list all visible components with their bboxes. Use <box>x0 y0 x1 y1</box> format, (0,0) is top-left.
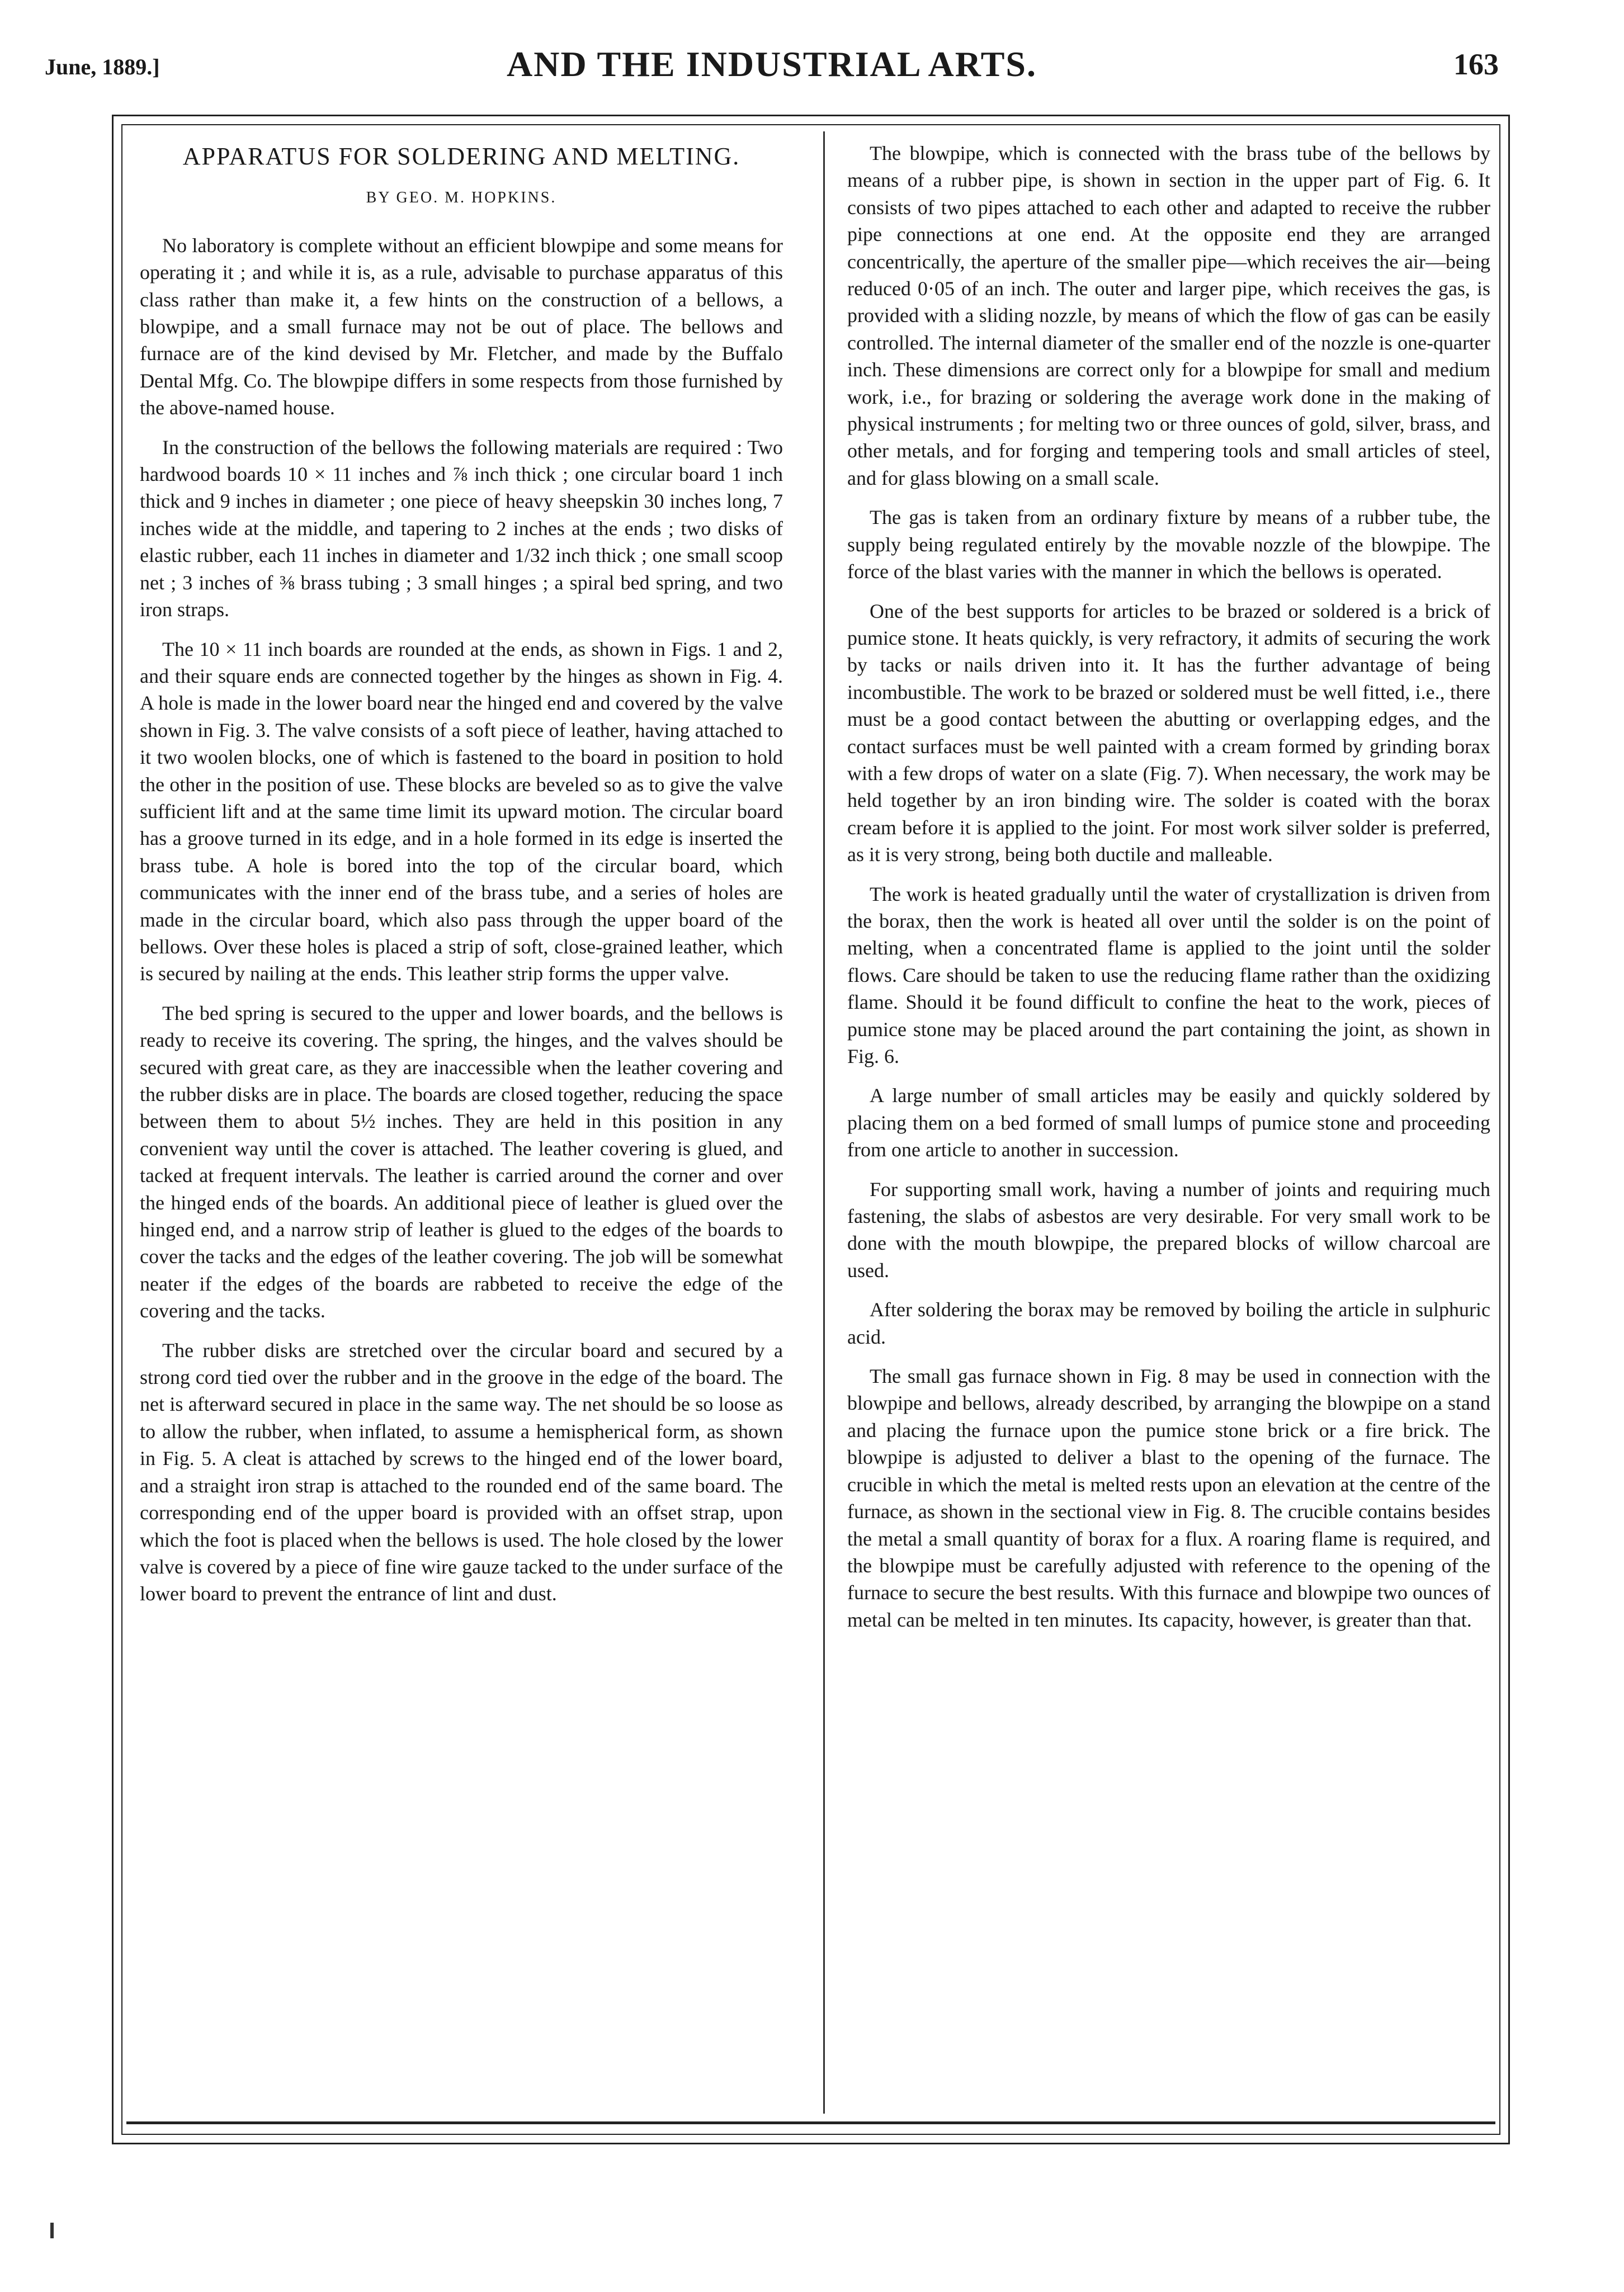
paragraph: The small gas furnace shown in Fig. 8 may be used in connection with the blowpipe and bellows, already described, by arranging the blowpipe on a stand and placing the furnace upon the pumice stone brick or a fire brick. The blowpipe is adjusted to deliver a blast to the opening of the furnace. The crucible in which the metal is melted rests upon an elevation at the centre of the furnace, as shown in the sectional view in Fig. 8. The crucible contains besides the metal a small quantity of borax for a flux. A roaring flame is required, and the blowpipe must be carefully adjusted with reference to the opening of the furnace to secure the best results. With this furnace and blowpipe two ounces of metal can be melted in ten minutes. Its capacity, however, is greater than that. <box>847 1365 1490 1631</box>
running-title: AND THE INDUSTRIAL ARTS. <box>507 44 1037 84</box>
paragraph: A large number of small articles may be easily and quickly soldered by placing them on a bed formed of small lumps of pumice stone and proceeding from one article to another in succession. <box>847 1084 1490 1161</box>
page-number: 163 <box>1453 48 1499 81</box>
right-column <box>847 140 1490 2114</box>
paragraph: In the construction of the bellows the following materials are required : Two hardwood boards 10 × 11 inches and ⅞ inch thick ; one circular board 1 inch thick and 9 inches in diameter ; one piece of heavy sheepskin 30 inches long, 7 inches wide at the middle, and tapering to 2 inches at the ends ; two disks of elastic rubber, each 11 inches in diameter and 1/32 inch thick ; one small scoop net ; 3 inches of ⅜ brass tubing ; 3 small hinges ; a spiral bed spring, and two iron straps. <box>140 436 783 621</box>
margin-mark <box>50 2223 54 2238</box>
paragraph: After soldering the borax may be removed by boiling the article in sulphuric acid. <box>847 1298 1490 1348</box>
page-header <box>45 44 1499 105</box>
paragraph: The gas is taken from an ordinary fixture by means of a rubber tube, the supply being regulated entirely by the movable nozzle of the blowpipe. The force of the blast varies with the manner in which the bellows is operated. <box>847 506 1490 583</box>
article-byline: BY GEO. M. HOPKINS. <box>366 189 557 207</box>
paragraph: The bed spring is secured to the upper and lower boards, and the bellows is ready to receive its covering. The spring, the hinges, and the valves should be secured with great care, as they are inaccessible when the leather covering and the rubber disks are in place. The boards are closed together, reducing the space between them to about 5½ inches. They are held in this position in any convenient way until the cover is attached. The leather covering is glued, and tacked at frequent intervals. The leather is carried around the corner and over the hinged ends of the boards. An additional piece of leather is glued over the hinged end, and a narrow strip of leather is glued to the edges of the boards to cover the tacks and the edges of the leather covering. The job will be somewhat neater if the edges of the boards are rabbeted to receive the edge of the covering and the tacks. <box>140 1001 783 1322</box>
paragraph: The rubber disks are stretched over the circular board and secured by a strong cord tied over the rubber and in the groove in the edge of the board. The net is afterward secured in place in the same way. The net should be so loose as to allow the rubber, when inflated, to assume a hemispherical form, as shown in Fig. 5. A cleat is attached by screws to the hinged end of the lower board, and a straight iron strap is attached to the rounded end of the same board. The corresponding end of the upper board is provided with an offset strap, upon which the foot is placed when the bellows is used. The hole closed by the lower valve is covered by a piece of fine wire gauze tacked to the under surface of the lower board to prevent the entrance of lint and dust. <box>140 1339 783 1605</box>
paragraph: The blowpipe, which is connected with the brass tube of the bellows by means of a rubber pipe, is shown in section in the upper part of Fig. 6. It consists of two pipes attached to each other and adapted to receive the rubber pipe connections at one end. At the opposite end they are arranged concentrically, the aperture of the smaller pipe—which receives the air—being reduced 0·05 of an inch. The outer and larger pipe, which receives the gas, is provided with a sliding nozzle, by means of which the flow of gas can be easily controlled. The internal diameter of the smaller end of the nozzle is one-quarter inch. These dimensions are correct only for a blowpipe for small and medium work, i.e., for brazing or soldering the average work done in the making of physical instruments ; for melting two or three ounces of gold, silver, brass, and other metals, and for forging and tempering tools and small articles of steel, and for glass blowing on a small scale. <box>847 142 1490 489</box>
left-column <box>140 140 783 2114</box>
issue-date: June, 1889.] <box>45 54 160 79</box>
column-divider <box>823 131 825 2114</box>
paragraph: One of the best supports for articles to be brazed or soldered is a brick of pumice stone. It heats quickly, is very refractory, it admits of securing the work by tacks or nails driven into it. It has the further advantage of being incombustible. The work to be brazed or soldered must be well fitted, i.e., there must be a good contact between the abutting or overlapping edges, and the contact surfaces must be well painted with a cream formed by grinding borax with a few drops of water on a slate (Fig. 7). When necessary, the work may be held together by an iron binding wire. The solder is coated with the borax cream before it is applied to the joint. For most work silver solder is preferred, as it is very strong, being both ductile and malleable. <box>847 599 1490 866</box>
paragraph: No laboratory is complete without an efficient blowpipe and some means for operating it ; and while it is, as a rule, advisable to purchase apparatus of this class rather than make it, a few hints on the construction of a bellows, a blowpipe, and a small furnace may not be out of place. The bellows and furnace are of the kind devised by Mr. Fletcher, and made by the Buffalo Dental Mfg. Co. The blowpipe differs in some respects from those furnished by the above-named house. <box>140 234 783 419</box>
paragraph: For supporting small work, having a number of joints and requiring much fastening, the slabs of asbestos are very desirable. For very small work to be done with the mouth blowpipe, the prepared blocks of willow charcoal are used. <box>847 1178 1490 1282</box>
paragraph: The work is heated gradually until the water of crystallization is driven from the borax, then the work is heated all over until the solder is on the point of melting, when a concentrated flame is applied to the joint until the solder flows. Care should be taken to use the reducing flame rather than the oxidizing flame. Should it be found difficult to confine the heat to the work, pieces of pumice stone may be placed around the part containing the joint, as shown in Fig. 6. <box>847 882 1490 1067</box>
paragraph: The 10 × 11 inch boards are rounded at the ends, as shown in Figs. 1 and 2, and their square ends are connected together by the hinges as shown in Fig. 4. A hole is made in the lower board near the hinged end and covered by the valve shown in Fig. 3. The valve consists of a soft piece of leather, having attached to it two woolen blocks, one of which is fastened to the board in position to hold the other in the position of use. These blocks are beveled so as to give the valve sufficient lift and at the same time limit its upward motion. The circular board has a groove turned in its edge, and in a hole formed in its edge is inserted the brass tube. A hole is bored into the top of the circular board, which communicates with the inner end of the brass tube, and a series of holes are made in the circular board, which also pass through the upper board of the bellows. Over these holes is placed a strip of soft, close-grained leather, which is secured by nailing at the ends. This leather strip forms the upper valve. <box>140 637 783 985</box>
article-title: APPARATUS FOR SOLDERING AND MELTING. <box>182 143 740 170</box>
bottom-rule <box>126 2121 1495 2124</box>
